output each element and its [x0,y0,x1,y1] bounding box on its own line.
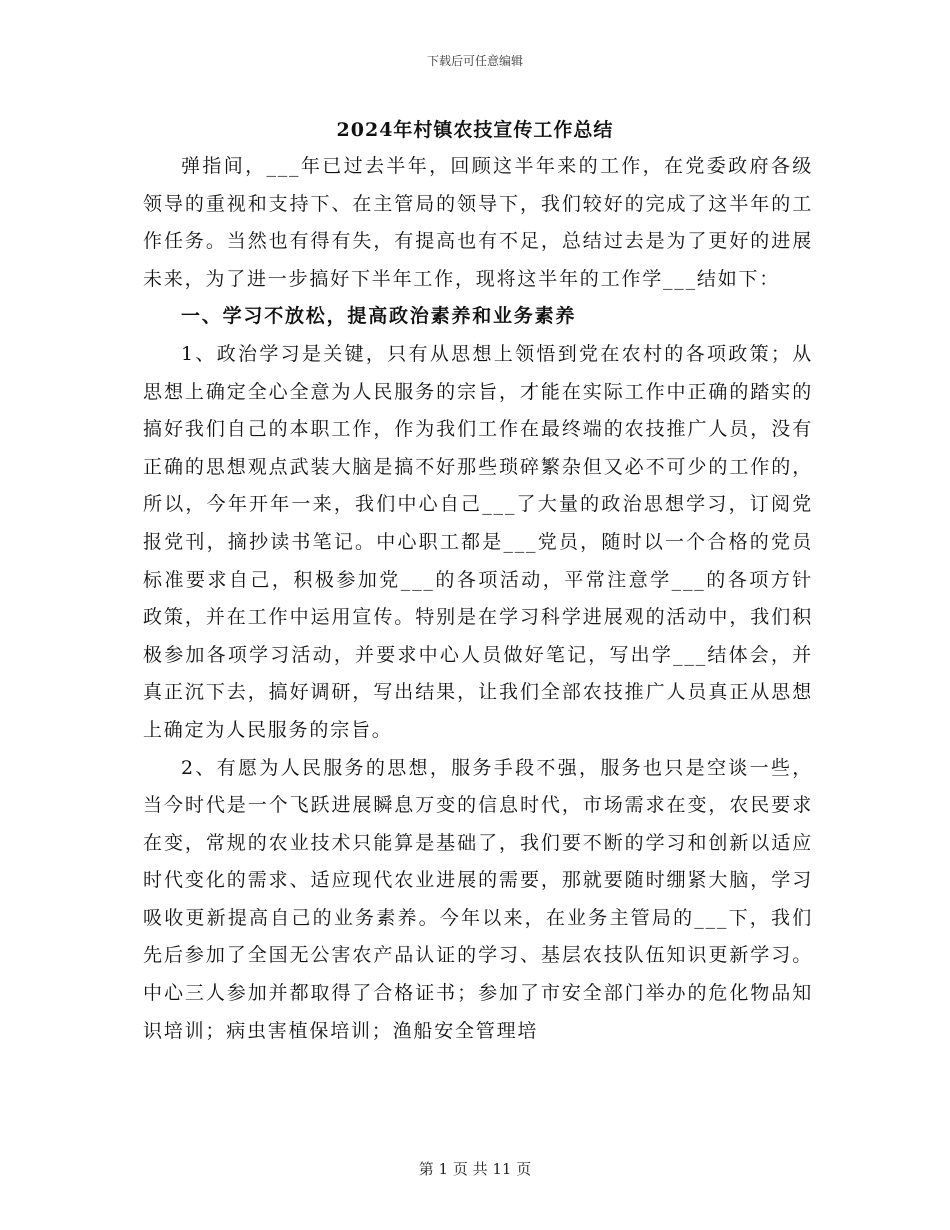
document-title: 2024年村镇农技宣传工作总结 [336,119,614,141]
paragraph-item-1: 1、政治学习是关键，只有从思想上领悟到党在农村的各项政策；从思想上确定全心全意为人民服务的宗旨，才能在实际工作中正确的踏实的搞好我们自己的本职工作，作为我们工作在最终端的农技推广人员，没有正确的思想观点武装大脑是搞不好那些琐碎繁杂但又必不可少的工作的，所以，今年开年一来，我们中心自己___了大量的政治思想学习，订阅党报党刊，摘抄读书笔记。中心职工都是___党员，随时以一个合格的党员标准要求自己，积极参加党___的各项活动，平常注意学___的各项方针政策，并在工作中运用宣传。特别是在学习科学进展观的活动中，我们积极参加各项学习活动，并要求中心人员做好笔记，写出学___结体会，并真正沉下去，搞好调研，写出结果，让我们全部农技推广人员真正从思想上确定为人民服务的宗旨。 [143,342,813,741]
header-note: 下载后可任意编辑 [426,54,523,68]
paragraph-item-2: 2、有愿为人民服务的思想，服务手段不强，服务也只是空谈一些，当今时代是一个飞跃进展瞬息万变的信息时代，市场需求在变，农民要求在变，常规的农业技术只能算是基础了，我们要不断的学习和创新以适应时代变化的需求、适应现代农业进展的需要，那就要随时绷紧大脑，学习吸收更新提高自己的业务素养。今年以来，在业务主管局的___下，我们先后参加了全国无公害农产品认证的学习、基层农技队伍知识更新学习。中心三人参加并都取得了合格证书；参加了市安全部门举办的危化物品知识培训；病虫害植保培训；渔船安全管理培 [143,756,813,1042]
section-heading: 一、学习不放松，提高政治素养和业务素养 [181,305,577,328]
document-body [143,148,813,1050]
page-number: 第 1 页 共 11 页 [418,1160,532,1178]
intro-paragraph: 弹指间，___年已过去半年，回顾这半年来的工作，在党委政府各级领导的重视和支持下、在主管局的领导下，我们较好的完成了这半年的工作任务。当然也有得有失，有提高也有不足，总结过去是为了更好的进展未来，为了进一步搞好下半年工作，现将这半年的工作学___结如下： [143,155,813,290]
